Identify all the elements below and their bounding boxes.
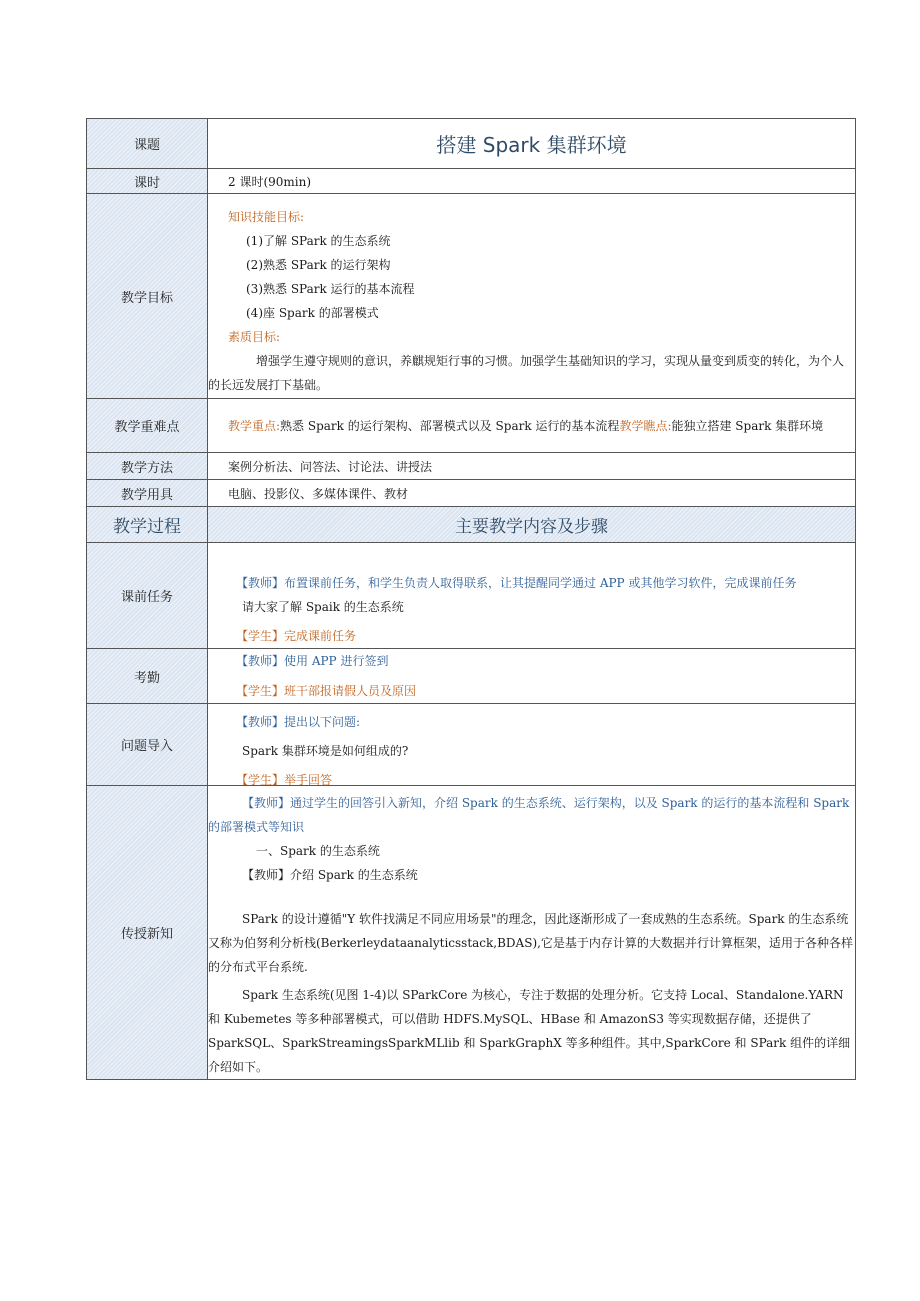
pre-class-student: 【学生】完成课前任务 [236, 629, 357, 643]
pre-class-label: 课前任务 [87, 543, 208, 649]
row-attendance [87, 649, 856, 704]
ecosystem-paragraph-1: SPark 的设计遵循"Y 软件找满足不同应用场景"的理念，因此逐渐形成了一套成熟的生态系统。Spark 的生态系统又称为伯努利分析栈(Berkerleydataanalyticsstack,BDAS),它是基于内存计算的大数据并行计算框架，适用于各种各样的分布式平台系统. [208, 912, 853, 974]
new-knowledge-cell [208, 786, 856, 1080]
quality-heading: 素质目标: [228, 330, 281, 344]
intro-student: 【学生】举手回答 [236, 773, 333, 785]
row-new-knowledge [87, 786, 856, 1080]
lesson-plan-table [86, 118, 856, 1080]
tools-value: 电脑、投影仪、多媒体课件、教材 [208, 480, 856, 507]
objective-item: (1)了解 SPark 的生态系统 [246, 234, 391, 248]
row-process-header [87, 507, 856, 543]
section-heading: 一、Spark 的生态系统 [256, 844, 380, 858]
title-label: 课题 [87, 119, 208, 169]
process-header-left: 教学过程 [87, 507, 208, 543]
process-header-right: 主要教学内容及步骤 [208, 507, 856, 543]
hours-value: 2 课时(90min) [208, 169, 856, 194]
quality-text: 增强学生遵守规则的意识，养麒规矩行事的习惯。加强学生基础知识的学习，实现从量变到质变的转化，为个人的长远发展打下基础。 [208, 354, 845, 392]
attendance-student: 【学生】班干部报请假人员及原因 [236, 684, 417, 698]
key-points-label: 教学重难点 [87, 399, 208, 453]
attendance-teacher: 【教师】使用 APP 进行签到 [236, 654, 389, 668]
key-heading: 教学重点: [228, 418, 281, 433]
hard-heading: 教学瞧点: [619, 418, 672, 433]
section-teacher: 【教师】介绍 Spark 的生态系统 [242, 868, 418, 882]
row-pre-class [87, 543, 856, 649]
intro-label: 问题导入 [87, 704, 208, 786]
attendance-cell [208, 649, 856, 704]
pre-class-teacher-cont: 请大家了解 Spaik 的生态系统 [242, 600, 404, 614]
intro-cell [208, 704, 856, 786]
tools-label: 教学用具 [87, 480, 208, 507]
attendance-label: 考勤 [87, 649, 208, 704]
intro-teacher: 【教师】提出以下问题: [236, 715, 361, 729]
row-title [87, 119, 856, 169]
intro-question: Spark 集群环境是如何组成的? [242, 744, 409, 758]
ecosystem-paragraph-2: Spark 生态系统(见图 1-4)以 SParkCore 为核心，专注于数据的处理分析。它支持 Local、Standalone.YARN 和 Kubemetes 等多种部署模式，可以借助 HDFS.MySQL、HBase 和 AmazonS3 等实现数据存储，还提供了 SparkSQL、SparkStreamingsSparkMLlib 和 SparkGraphX 等多种组件。其中,SparkCore 和 SPark 组件的详细介绍如下。 [208, 988, 851, 1074]
pre-class-cell [208, 543, 856, 649]
key-points-cell [208, 399, 856, 453]
new-knowledge-teacher-intro: 【教师】通过学生的回答引入新知，介绍 Spark 的生态系统、运行架构，以及 Spark 的运行的基本流程和 Spark 的部署模式等知识 [208, 796, 850, 834]
hard-text: 能独立搭建 Spark 集群环境 [671, 418, 824, 433]
row-tools [87, 480, 856, 507]
knowledge-heading: 知识技能目标: [228, 210, 305, 224]
row-hours [87, 169, 856, 194]
objective-item: (2)熟悉 SPark 的运行架构 [246, 258, 391, 272]
objectives-label: 教学目标 [87, 194, 208, 399]
key-text: 熟悉 Spark 的运行架构、部署模式以及 Spark 运行的基本流程 [280, 418, 620, 433]
objective-item: (3)熟悉 SPark 运行的基本流程 [246, 282, 415, 296]
row-objectives [87, 194, 856, 399]
hours-label: 课时 [87, 169, 208, 194]
objective-item: (4)座 Spark 的部署模式 [246, 306, 379, 320]
page-title: 搭建 Spark 集群环境 [208, 119, 856, 169]
row-key-points [87, 399, 856, 453]
method-value: 案例分析法、问答法、讨论法、讲授法 [208, 453, 856, 480]
new-knowledge-label: 传授新知 [87, 786, 208, 1080]
pre-class-teacher: 【教师】布置课前任务，和学生负责人取得联系，让其提醒同学通过 APP 或其他学习软件，完成课前任务 [236, 576, 797, 590]
objectives-cell [208, 194, 856, 399]
row-method [87, 453, 856, 480]
method-label: 教学方法 [87, 453, 208, 480]
row-intro [87, 704, 856, 786]
